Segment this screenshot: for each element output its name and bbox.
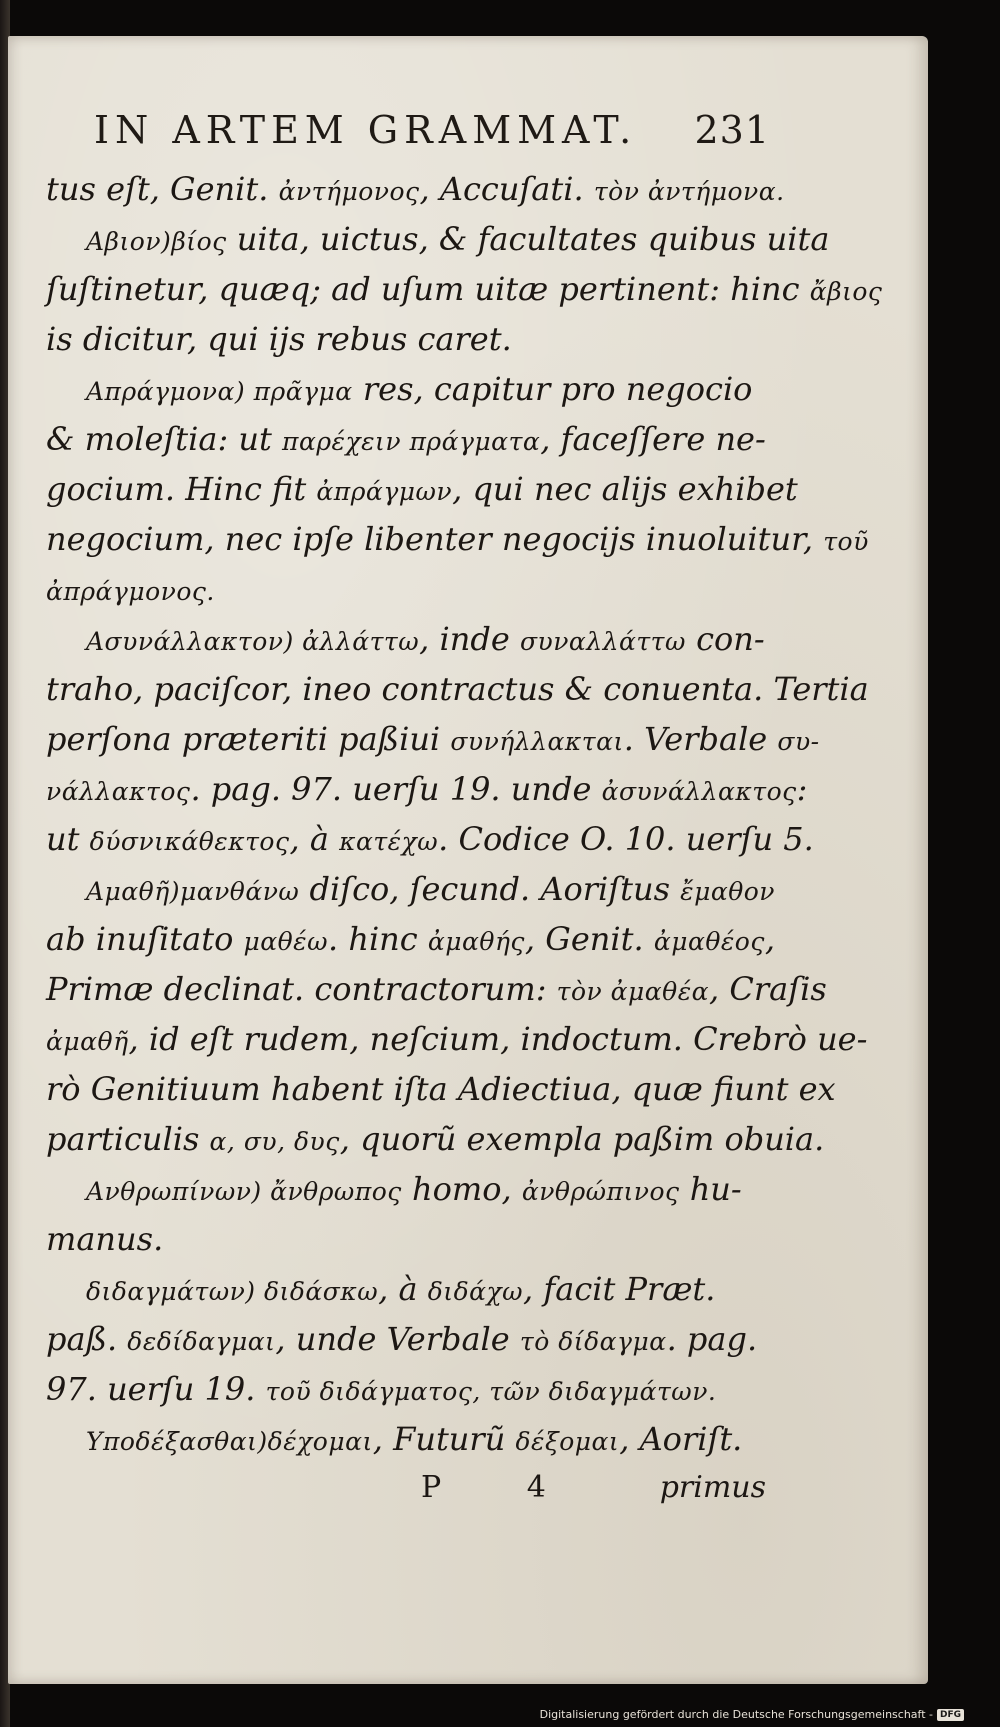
- text-line: [46, 764, 808, 814]
- latin-text: traho, paciſcor, ineo contractus & conuenta. Tertia: [46, 670, 869, 708]
- text-line: [46, 1264, 756, 1314]
- greek-word: πρᾶγμα: [245, 377, 353, 406]
- latin-text: is dicitur, qui ijs rebus caret.: [46, 320, 512, 358]
- greek-word: ἀλλάττω: [293, 627, 420, 656]
- latin-text: . pag. 97. uerſu 19. unde: [190, 770, 602, 808]
- greek-word: ἀπράγμων: [316, 477, 453, 506]
- latin-text: negocium, nec ipſe libenter negocijs inuoluitur,: [46, 520, 824, 558]
- greek-word: ἔμαθον: [680, 877, 776, 906]
- text-line: [46, 1214, 756, 1264]
- greek-word: ἄνθρωπος: [261, 1177, 402, 1206]
- latin-text: ,: [764, 920, 776, 958]
- text-line: [46, 1364, 756, 1414]
- text-line: [46, 364, 756, 414]
- greek-word: Υποδέξασθαι): [86, 1427, 268, 1456]
- greek-word: παρέχειν πράγματα: [282, 427, 541, 456]
- latin-text: ab inuſitato: [46, 920, 244, 958]
- page-header: [46, 108, 770, 164]
- latin-text: paß.: [46, 1320, 128, 1358]
- latin-text: , Accuſati.: [419, 170, 594, 208]
- greek-word: δεδίδαγμαι: [127, 1327, 276, 1356]
- latin-text: 97. uerſu 19.: [46, 1370, 266, 1408]
- latin-text: , Craſis: [709, 970, 827, 1008]
- greek-word: ἀντήμονος: [278, 177, 420, 206]
- latin-text: , quorũ exempla paßim obuia.: [339, 1120, 825, 1158]
- page-footer: [46, 1470, 766, 1520]
- latin-text: . Verbale: [623, 720, 778, 758]
- text-line: [46, 664, 869, 714]
- text-line: [46, 164, 785, 214]
- text-line: [46, 1064, 836, 1114]
- text-line: [46, 964, 827, 1014]
- latin-text: , Futurũ: [372, 1420, 516, 1458]
- greek-word: Απράγμονα): [86, 377, 246, 406]
- greek-word: ἀνθρώπινος: [521, 1177, 680, 1206]
- latin-text: , facit Præt.: [523, 1270, 716, 1308]
- greek-word: συνήλλακται: [450, 727, 624, 756]
- text-line: [46, 214, 830, 264]
- greek-word: τὸ δίδαγμα: [519, 1327, 667, 1356]
- latin-text: homo,: [401, 1170, 522, 1208]
- greek-word: συναλλάττω: [519, 627, 686, 656]
- text-line: [46, 914, 776, 964]
- greek-word: ἀσυνάλλακτος: [601, 777, 797, 806]
- greek-word: τὸν ἀμαθέα: [556, 977, 710, 1006]
- greek-word: κατέχω: [339, 827, 439, 856]
- greek-word: ἀμαθής: [427, 927, 525, 956]
- greek-word: συ-: [777, 727, 820, 756]
- text-line: [46, 864, 776, 914]
- greek-word: ἀμαθῆ: [46, 1027, 129, 1056]
- text-line: [46, 314, 756, 364]
- latin-text: perſona præteriti paßiui: [46, 720, 451, 758]
- text-line: [46, 264, 883, 314]
- greek-word: μαθέω: [243, 927, 328, 956]
- latin-text: ſuſtinetur, quæq; ad uſum uitæ pertinent: hinc: [46, 270, 810, 308]
- latin-text: rò Genitiuum habent iſta Adiectiua, quæ fiunt ex: [46, 1070, 836, 1108]
- latin-text: ut: [46, 820, 90, 858]
- text-line: [46, 464, 798, 514]
- page-number: 231: [694, 108, 770, 152]
- greek-word: ἄβιος: [809, 277, 883, 306]
- latin-text: , à: [289, 820, 340, 858]
- latin-text: , faceſſere ne-: [540, 420, 766, 458]
- text-line: [46, 814, 814, 864]
- latin-text: hu-: [679, 1170, 742, 1208]
- greek-word: δέχομαι: [267, 1427, 373, 1456]
- greek-word: ἀπράγμονος.: [46, 577, 215, 606]
- greek-word: ἀμαθέος: [653, 927, 765, 956]
- greek-word: βίος: [171, 227, 227, 256]
- greek-word: νάλλακτος: [46, 777, 191, 806]
- credit-text: Digitalisierung gefördert durch die Deutsche Forschungsgemeinschaft -: [539, 1708, 933, 1721]
- greek-word: Ασυνάλλακτον): [86, 627, 294, 656]
- signature-mark: P 4: [421, 1470, 584, 1505]
- text-line: [46, 564, 756, 614]
- text-line: [46, 1014, 868, 1064]
- latin-text: , qui nec alijs exhibet: [452, 470, 798, 508]
- latin-text: diſco, ſecund. Aoriſtus: [299, 870, 681, 908]
- text-line: [46, 1114, 825, 1164]
- latin-text: manus.: [46, 1220, 164, 1258]
- text-line: [46, 1414, 756, 1464]
- greek-word: τὸν ἀντήμονα.: [593, 177, 785, 206]
- latin-text: uita, uictus, & facultates quibus uita: [226, 220, 830, 258]
- greek-word: Αμαθῆ): [86, 877, 180, 906]
- dfg-logo: DFG: [937, 1709, 964, 1721]
- greek-word: τοῦ διδάγματος, τῶν διδαγμάτων.: [265, 1377, 717, 1406]
- greek-word: μανθάνω: [179, 877, 300, 906]
- latin-text: Primæ declinat. contractorum:: [46, 970, 557, 1008]
- text-line: [46, 614, 765, 664]
- catchword: primus: [659, 1470, 766, 1505]
- text-block: [46, 108, 883, 1520]
- latin-text: . hinc: [327, 920, 428, 958]
- text-line: [46, 1314, 756, 1364]
- latin-text: . Codice O. 10. uerſu 5.: [438, 820, 814, 858]
- digitization-credit: [540, 1708, 964, 1721]
- greek-word: διδάσκω: [255, 1277, 379, 1306]
- greek-word: δέξομαι: [515, 1427, 620, 1456]
- latin-text: & moleſtia: ut: [46, 420, 283, 458]
- latin-text: :: [796, 770, 808, 808]
- greek-word: Αβιον): [86, 227, 172, 256]
- latin-text: gocium. Hinc fit: [46, 470, 317, 508]
- body-text: [46, 164, 883, 1464]
- greek-word: α, συ, δυς: [209, 1127, 340, 1156]
- greek-word: τοῦ: [823, 527, 869, 556]
- latin-text: , Aoriſt.: [619, 1420, 743, 1458]
- text-line: [46, 714, 820, 764]
- book-page: [8, 36, 928, 1684]
- latin-text: res, capitur pro negocio: [352, 370, 753, 408]
- text-line: [46, 514, 869, 564]
- greek-word: διδάχω: [427, 1277, 524, 1306]
- latin-text: , Genit.: [524, 920, 654, 958]
- greek-word: διδαγμάτων): [86, 1277, 256, 1306]
- greek-word: Ανθρωπίνων): [86, 1177, 262, 1206]
- latin-text: , à: [378, 1270, 428, 1308]
- latin-text: con-: [685, 620, 765, 658]
- latin-text: , id eſt rudem, neſcium, indoctum. Crebrò ue-: [128, 1020, 868, 1058]
- latin-text: particulis: [46, 1120, 210, 1158]
- text-line: [46, 414, 766, 464]
- greek-word: δύσνικάθεκτος: [89, 827, 290, 856]
- text-line: [46, 1164, 756, 1214]
- latin-text: , unde Verbale: [275, 1320, 520, 1358]
- latin-text: . pag.: [666, 1320, 758, 1358]
- running-title: IN ARTEM GRAMMAT.: [94, 108, 638, 152]
- latin-text: tus eſt, Genit.: [46, 170, 279, 208]
- latin-text: , inde: [419, 620, 520, 658]
